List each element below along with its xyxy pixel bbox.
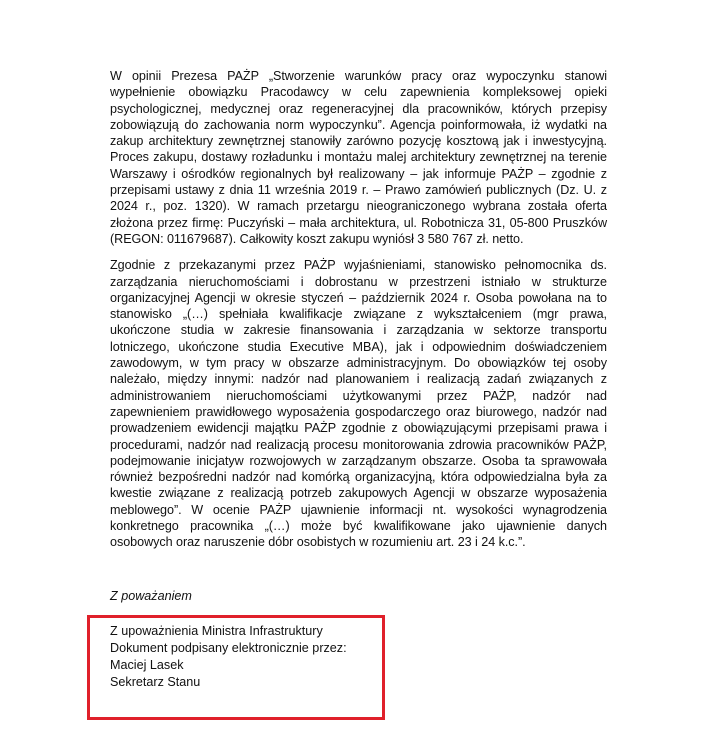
signature-block: [110, 623, 347, 691]
signature-electronic-line: Dokument podpisany elektronicznie przez:: [110, 641, 347, 655]
paragraph-procurement: W opinii Prezesa PAŻP „Stworzenie warunków pracy oraz wypoczynku stanowi wypełnienie obowiązku Pracodawcy w celu zapewnienia kompleksowej opieki psychologicznej, medycznej oraz regeneracyjnej dla pracowników, których przepisy zobowiązują do zachowania norm wypoczynku”. Agencja poinformowała, iż wydatki na zakup architektury zewnętrznej stanowiły zarówno pozycję kosztową jak i inwestycyjną. Proces zakupu, dostawy rozładunku i montażu malej architektury zewnętrznej na terenie Warszawy i ośrodków regionalnych był realizowany – jak informuje PAŻP – zgodnie z przepisami ustawy z dnia 11 września 2019 r. – Prawo zamówień publicznych (Dz. U. z 2024 r., poz. 1320). W ramach przetargu nieograniczonego wybrana została oferta złożona przez firmę: Puczyński – mała architektura, ul. Robotnicza 31, 05-800 Pruszków (REGON: 011679687). Całkowity koszt zakupu wyniósł 3 580 767 zł. netto.: [110, 69, 607, 246]
signatory-title: Sekretarz Stanu: [110, 675, 201, 689]
letter-body: [110, 68, 607, 561]
signature-authorization-line: Z upoważnienia Ministra Infrastruktury: [110, 624, 323, 638]
signatory-name: Maciej Lasek: [110, 658, 184, 672]
closing-salutation: Z poważaniem: [110, 589, 192, 603]
paragraph-position: Zgodnie z przekazanymi przez PAŻP wyjaśnieniami, stanowisko pełnomocnika ds. zarządzania nieruchomościami i dobrostanu w przestrzeni istniało w strukturze organizacyjnej Agencji w okresie styczeń – październik 2024 r. Osoba powołana na to stanowisko „(…) spełniała kwalifikacje związane z wykształceniem (mgr prawa, ukończone studia w zakresie finansowania i zarządzania w sektorze transportu lotniczego, ukończone studia Executive MBA), jak i odpowiednim doświadczeniem zawodowym, w tym pracy w obszarze administracyjnym. Do obowiązków tej osoby należało, między innymi: nadzór nad planowaniem i realizacją zadań związanych z administrowaniem nieruchomościami użytkowanymi przez PAŻP, nadzór nad zapewnieniem prawidłowego wyposażenia gospodarczego oraz biurowego, nadzór nad prowadzeniem ewidencji majątku PAŻP zgodnie z obowiązującymi przepisami prawa i procedurami, nadzór nad realizacją procesu monitorowania zdrowia pracowników PAŻP, podejmowanie inicjatyw rozwojowych w zarządzanym obszarze. Osoba ta sprawowała również bezpośredni nadzór nad komórką organizacyjną, która odpowiedzialna była za kwestie związane z realizacją potrzeb zakupowych Agencji w obszarze wyposażenia meblowego”. W ocenie PAŻP ujawnienie informacji nt. wysokości wynagrodzenia konkretnego pracownika „(…) może być kwalifikowane jako ujawnienie danych osobowych oraz naruszenie dóbr osobistych w rozumieniu art. 23 i 24 k.c.”.: [110, 258, 607, 550]
